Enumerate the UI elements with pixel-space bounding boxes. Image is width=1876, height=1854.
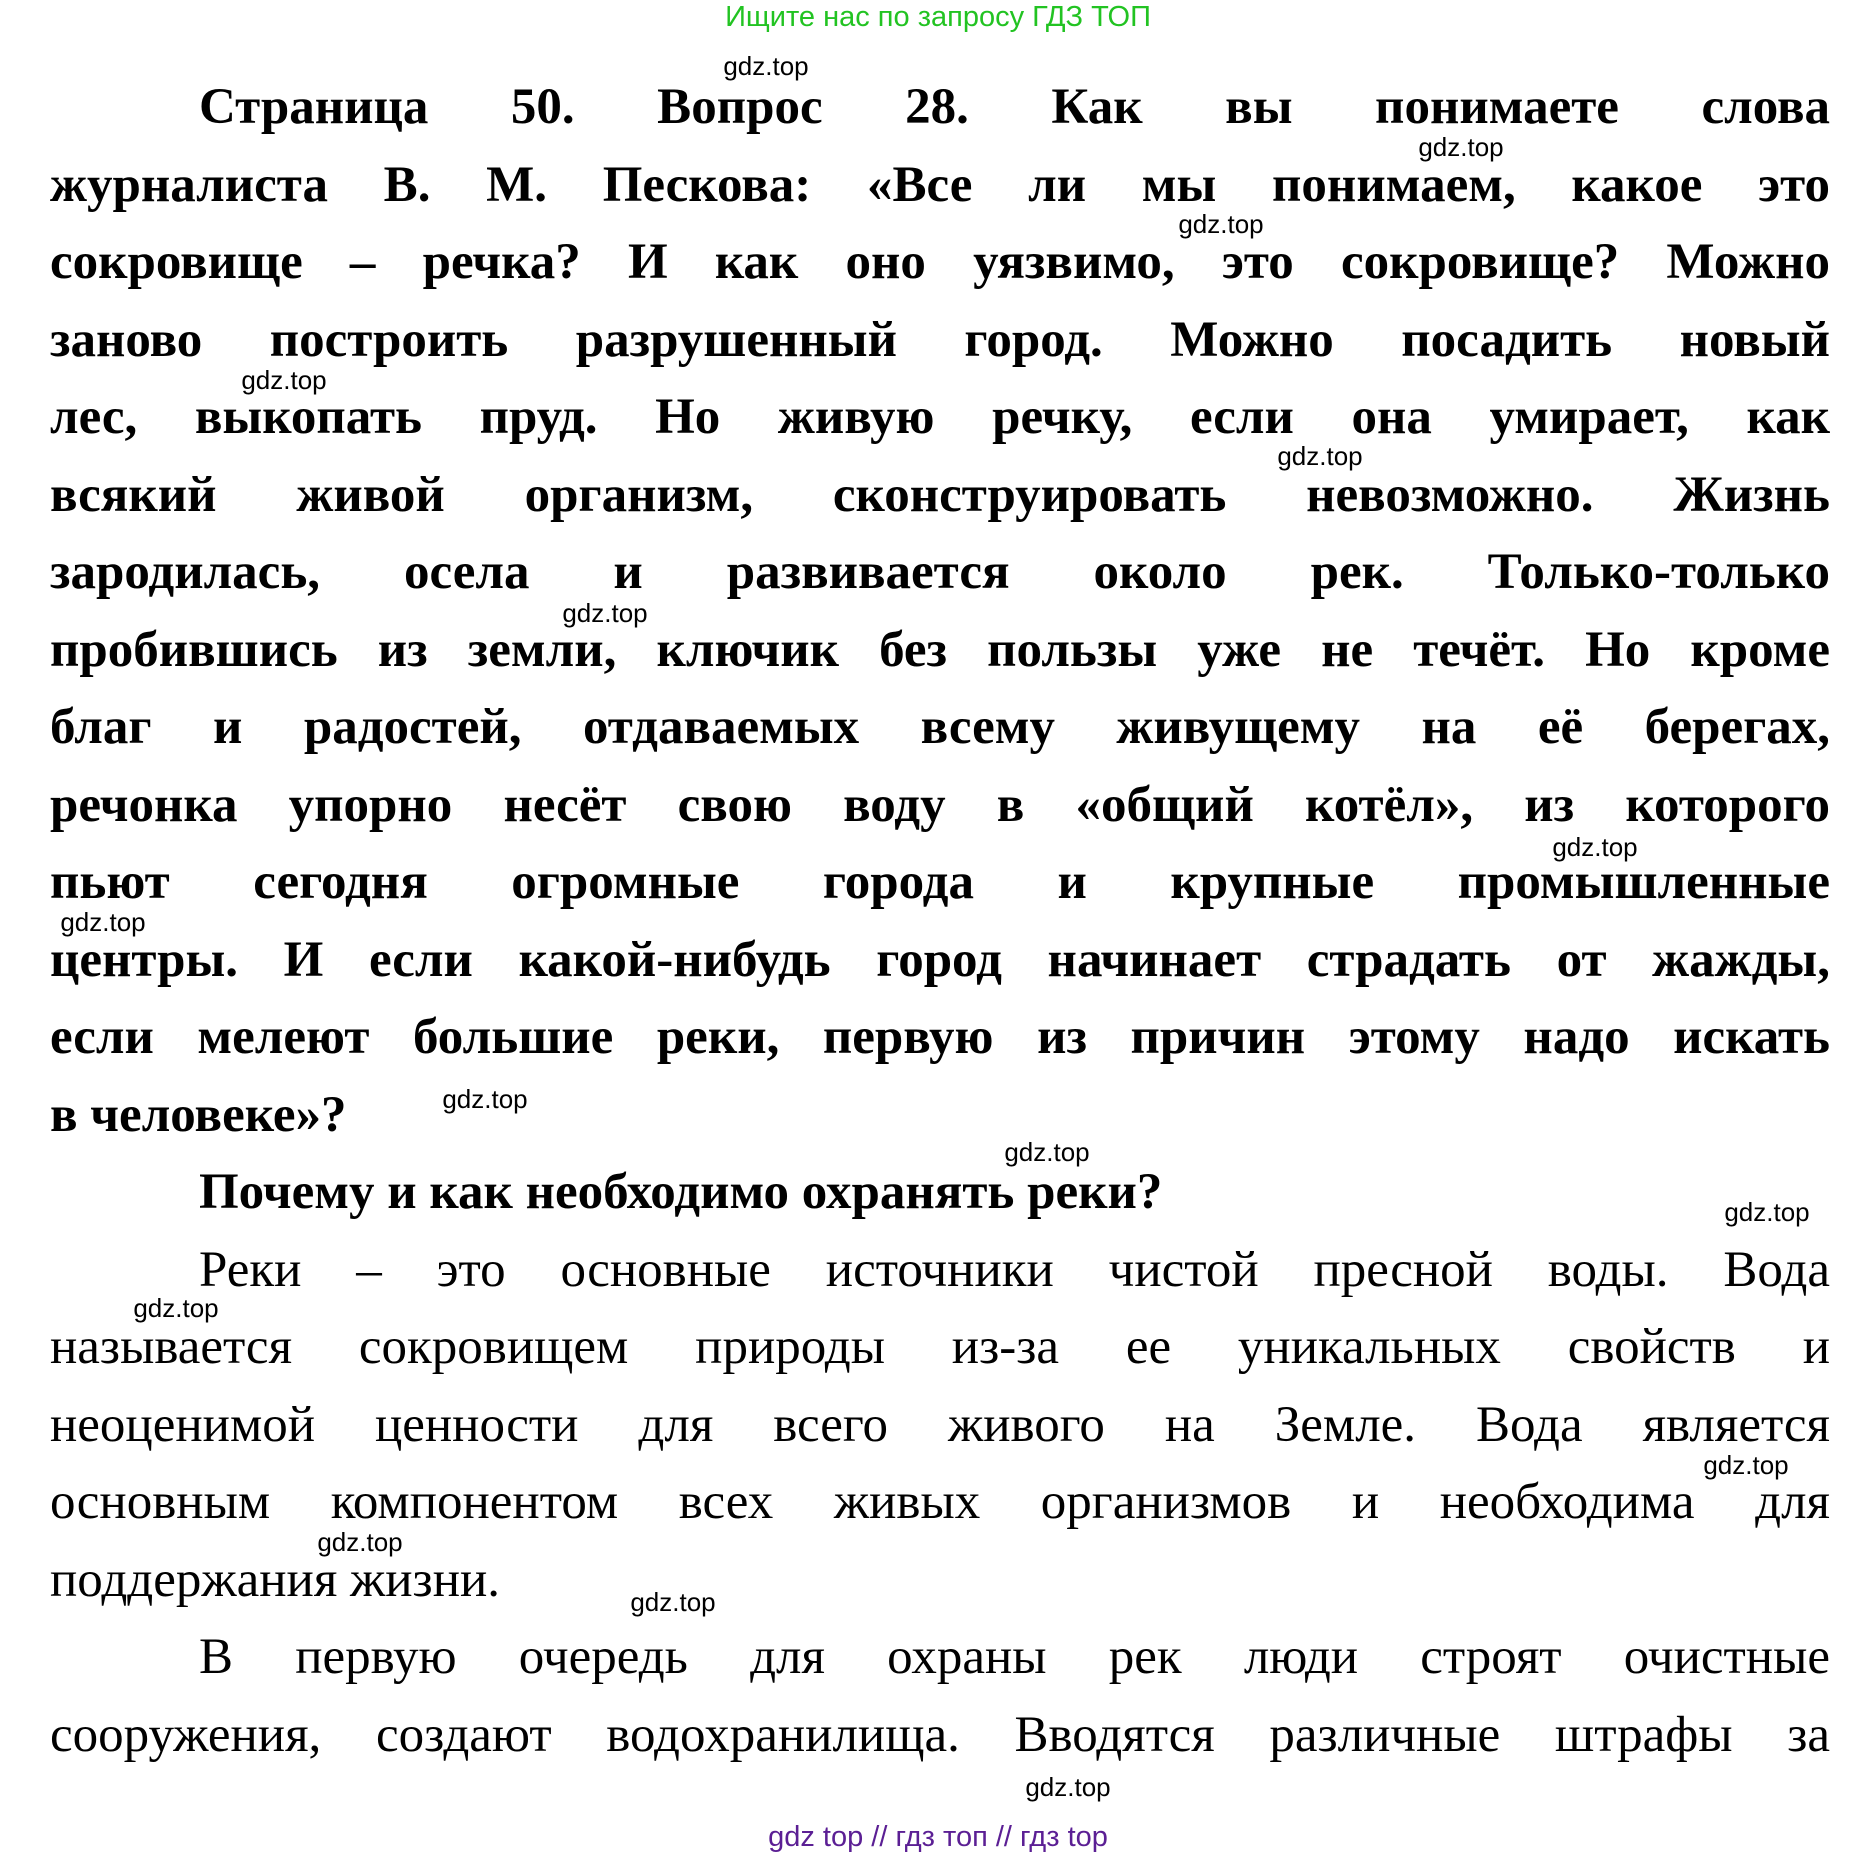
watermark-text: gdz.top [1004,1137,1090,1167]
answer-text-line: называется сокровищем природы из-за ее уникальных свойств и [50,1319,1830,1375]
watermark-text: gdz.top [562,598,648,628]
answer-text-line: основным компонентом всех живых организмов и необходима для [50,1474,1830,1530]
question-text-line: лес, выкопать пруд. Но живую речку, если она умирает, как [50,389,1830,445]
answer-text-line: Реки – это основные источники чистой пресной воды. Вода [199,1241,1830,1298]
document-body [50,69,1830,1774]
answer-heading: Почему и как необходимо охранять реки? [199,1164,1163,1220]
watermark-text: gdz.top [241,365,327,395]
question-text-line: сокровище – речка? И как оно уязвимо, это сокровище? Можно [50,234,1830,290]
watermark-text: gdz.top [60,907,146,937]
search-hint-banner: Ищите нас по запросу ГДЗ ТОП [725,1,1151,33]
answer-text-line: сооружения, создают водохранилища. Вводятся различные штрафы за [50,1706,1830,1763]
answer-text-line: поддержания жизни. [50,1551,501,1608]
watermark-text: gdz.top [723,51,809,81]
answer-text-line: В первую очередь для охраны рек люди строят очистные [199,1629,1830,1685]
question-text-line: заново построить разрушенный город. Можно посадить новый [50,311,1830,368]
watermark-text: gdz.top [1418,132,1504,162]
question-title-line: Страница 50. Вопрос 28. Как вы понимаете слова [199,79,1830,135]
question-text-line: журналиста В. М. Пескова: «Все ли мы понимаем, какое это [50,156,1830,213]
question-text-line: благ и радостей, отдаваемых всему живущему на её берегах, [50,699,1830,755]
question-text-line: пьют сегодня огромные города и крупные промышленные [50,854,1830,910]
question-text-line: всякий живой организм, сконструировать невозможно. Жизнь [50,466,1830,523]
question-text-line: зародилась, осела и развивается около рек. Только-только [50,544,1830,600]
watermark-text: gdz.top [133,1293,219,1323]
watermark-text: gdz.top [1277,441,1363,471]
answer-text-line: неоценимой ценности для всего живого на Земле. Вода является [50,1396,1830,1453]
watermark-text: gdz.top [1178,209,1264,239]
watermark-text: gdz.top [630,1587,716,1617]
question-text-line: если мелеют большие реки, первую из причин этому надо искать [50,1009,1830,1065]
watermark-text: gdz.top [317,1527,403,1557]
question-text-line: пробившись из земли, ключик без пользы уже не течёт. Но кроме [50,621,1830,678]
footer-links[interactable]: gdz top // гдз топ // гдз top [768,1821,1108,1853]
question-text-line: речонка упорно несёт свою воду в «общий котёл», из которого [50,776,1830,833]
question-text-line: в человеке»? [50,1086,347,1143]
watermark-text: gdz.top [442,1084,528,1114]
watermark-text: gdz.top [1552,832,1638,862]
question-text-line: центры. И если какой-нибудь город начинает страдать от жажды, [50,931,1830,988]
watermark-text: gdz.top [1025,1772,1111,1802]
watermark-text: gdz.top [1703,1450,1789,1480]
watermark-text: gdz.top [1724,1197,1810,1227]
